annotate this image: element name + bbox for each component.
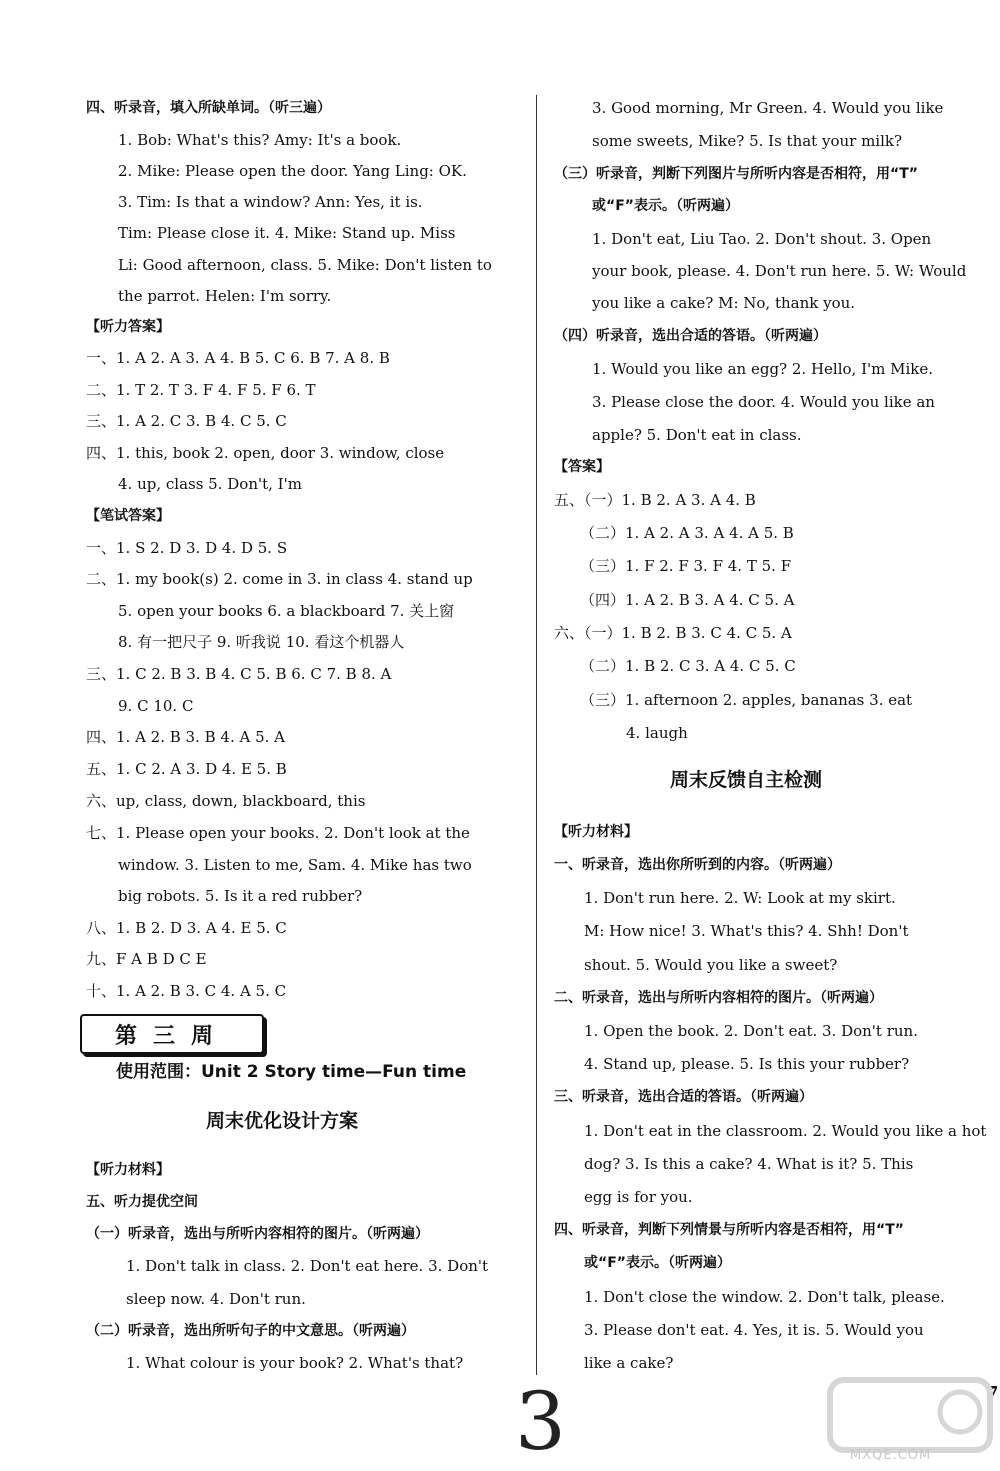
left-line-3: 3. Tim: Is that a window? Ann: Yes, it is.	[118, 193, 423, 211]
section-title-right: 周末反馈自主检测	[670, 769, 823, 791]
left2-line-5: （二）听录音，选出所听句子的中文意思。（听两遍）	[86, 1323, 415, 1339]
scope-line: 使用范围：Unit 2 Story time—Fun time	[116, 1062, 467, 1082]
left-line-2: 2. Mike: Please open the door. Yang Ling: OK.	[118, 162, 467, 180]
right2-line-3: M: How nice! 3. What's this? 4. Shh! Don't	[584, 922, 909, 940]
right2-line-1: 一、听录音，选出你所听到的内容。（听两遍）	[554, 857, 841, 873]
section-title-left: 周末优化设计方案	[206, 1110, 359, 1132]
right-line-16: 六、（一）1. B 2. B 3. C 4. C 5. A	[554, 624, 792, 642]
left2-line-2: （一）听录音，选出与所听内容相符的图片。（听两遍）	[86, 1226, 429, 1242]
right2-line-4: shout. 5. Would you like a sweet?	[584, 956, 838, 974]
left2-line-0: 【听力材料】	[86, 1162, 170, 1178]
right2-line-14: 1. Don't close the window. 2. Don't talk, please.	[584, 1288, 945, 1306]
left-line-8: 一、1. A 2. A 3. A 4. B 5. C 6. B 7. A 8. B	[86, 349, 390, 367]
right2-line-5: 二、听录音，选出与所听内容相符的图片。（听两遍）	[554, 990, 883, 1006]
left-line-7: 【听力答案】	[86, 319, 170, 335]
left-line-17: 8. 有一把尺子 9. 听我说 10. 看这个机器人	[118, 633, 405, 651]
week-label: 第三周	[114, 1023, 229, 1049]
right-line-5: your book, please. 4. Don't run here. 5. W: Would	[592, 262, 967, 280]
left-line-26: 八、1. B 2. D 3. A 4. E 5. C	[86, 919, 287, 937]
right-line-9: 3. Please close the door. 4. Would you like an	[592, 393, 935, 411]
left-line-23: 七、1. Please open your books. 2. Don't look at the	[86, 824, 470, 842]
right-line-12: 五、（一）1. B 2. A 3. A 4. B	[554, 491, 756, 509]
right-line-6: you like a cake? M: No, thank you.	[592, 294, 856, 312]
right-line-0: 3. Good morning, Mr Green. 4. Would you like	[592, 99, 944, 117]
right-line-3: 或“F”表示。（听两遍）	[592, 198, 739, 214]
left2-line-4: sleep now. 4. Don't run.	[126, 1290, 306, 1308]
right2-line-11: egg is for you.	[584, 1188, 693, 1206]
column-divider	[536, 95, 537, 1375]
right-line-15: （四）1. A 2. B 3. A 4. C 5. A	[580, 591, 795, 609]
right-line-13: （二）1. A 2. A 3. A 4. A 5. B	[580, 524, 794, 542]
right2-line-15: 3. Please don't eat. 4. Yes, it is. 5. Would you	[584, 1321, 924, 1339]
left2-line-3: 1. Don't talk in class. 2. Don't eat here. 3. Don't	[126, 1257, 489, 1275]
left-line-0: 四、听录音，填入所缺单词。（听三遍）	[86, 100, 331, 116]
left2-line-1: 五、听力提优空间	[86, 1194, 198, 1210]
right-line-10: apple? 5. Don't eat in class.	[592, 426, 802, 444]
right-line-17: （二）1. B 2. C 3. A 4. C 5. C	[580, 657, 796, 675]
handwritten-page-number: 3	[515, 1375, 566, 1468]
right-line-4: 1. Don't eat, Liu Tao. 2. Don't shout. 3. Open	[592, 230, 932, 248]
right-line-7: （四）听录音，选出合适的答语。（听两遍）	[554, 328, 827, 344]
left-line-13: 【笔试答案】	[86, 508, 170, 524]
left-line-19: 9. C 10. C	[118, 697, 194, 715]
corner-page-number: 7	[986, 1383, 999, 1404]
left-line-5: Li: Good afternoon, class. 5. Mike: Don't listen to	[118, 256, 492, 274]
left-line-6: the parrot. Helen: I'm sorry.	[118, 287, 332, 305]
right-line-18: （三）1. afternoon 2. apples, bananas 3. eat	[580, 691, 913, 709]
left-line-4: Tim: Please close it. 4. Mike: Stand up. Miss	[118, 224, 456, 242]
left-line-14: 一、1. S 2. D 3. D 4. D 5. S	[86, 539, 288, 557]
right2-line-16: like a cake?	[584, 1354, 674, 1372]
left-line-28: 十、1. A 2. B 3. C 4. A 5. C	[86, 982, 287, 1000]
right-line-1: some sweets, Mike? 5. Is that your milk?	[592, 132, 903, 150]
right2-line-8: 三、听录音，选出合适的答语。（听两遍）	[554, 1089, 813, 1105]
right2-line-6: 1. Open the book. 2. Don't eat. 3. Don't run.	[584, 1022, 918, 1040]
left-line-9: 二、1. T 2. T 3. F 4. F 5. F 6. T	[86, 381, 316, 399]
left-line-21: 五、1. C 2. A 3. D 4. E 5. B	[86, 760, 287, 778]
right-line-8: 1. Would you like an egg? 2. Hello, I'm Mike.	[592, 360, 933, 378]
left-line-1: 1. Bob: What's this? Amy: It's a book.	[118, 131, 402, 149]
left-line-24: window. 3. Listen to me, Sam. 4. Mike has two	[118, 856, 472, 874]
right2-line-13: 或“F”表示。（听两遍）	[584, 1255, 731, 1271]
left-line-16: 5. open your books 6. a blackboard 7. 关上窗	[118, 602, 455, 620]
left-line-18: 三、1. C 2. B 3. B 4. C 5. B 6. C 7. B 8. A	[86, 665, 392, 683]
left-line-20: 四、1. A 2. B 3. B 4. A 5. A	[86, 728, 286, 746]
right2-line-0: 【听力材料】	[554, 824, 638, 840]
left-line-10: 三、1. A 2. C 3. B 4. C 5. C	[86, 412, 287, 430]
right2-line-12: 四、听录音，判断下列情景与所听内容是否相符，用“T”	[554, 1222, 904, 1238]
watermark-text: MXQE.COM	[850, 1448, 932, 1463]
right-line-11: 【答案】	[554, 459, 610, 475]
left-line-11: 四、1. this, book 2. open, door 3. window, close	[86, 444, 445, 462]
right2-line-2: 1. Don't run here. 2. W: Look at my skirt.	[584, 889, 896, 907]
week-label-box	[80, 1014, 264, 1054]
left-line-15: 二、1. my book(s) 2. come in 3. in class 4. stand up	[86, 570, 473, 588]
left-line-22: 六、up, class, down, blackboard, this	[86, 792, 366, 810]
right2-line-10: dog? 3. Is this a cake? 4. What is it? 5. This	[584, 1155, 914, 1173]
right2-line-9: 1. Don't eat in the classroom. 2. Would you like a hot	[584, 1122, 987, 1140]
right-line-19: 4. laugh	[626, 724, 688, 742]
right-line-2: （三）听录音，判断下列图片与所听内容是否相符，用“T”	[554, 166, 918, 182]
left-line-12: 4. up, class 5. Don't, I'm	[118, 475, 302, 493]
left-line-27: 九、F A B D C E	[86, 950, 207, 968]
left-line-25: big robots. 5. Is it a red rubber?	[118, 887, 363, 905]
right-line-14: （三）1. F 2. F 3. F 4. T 5. F	[580, 557, 792, 575]
right2-line-7: 4. Stand up, please. 5. Is this your rubber?	[584, 1055, 910, 1073]
left2-line-6: 1. What colour is your book? 2. What's that?	[126, 1354, 464, 1372]
